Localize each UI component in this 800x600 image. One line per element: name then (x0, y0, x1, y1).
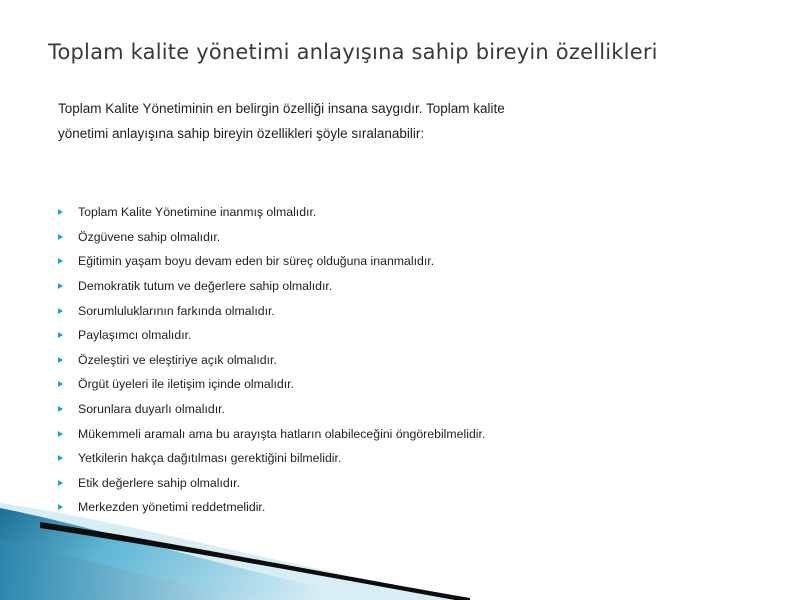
list-item-text: Eğitimin yaşam boyu devam eden bir süreç olduğuna inanmalıdır. (78, 254, 435, 269)
list-item-text: Demokratik tutum ve değerlere sahip olmalıdır. (78, 279, 333, 294)
list-item-text: Toplam Kalite Yönetimine inanmış olmalıdır. (78, 205, 317, 220)
list-item-text: Etik değerlere sahip olmalıdır. (78, 475, 240, 490)
list-item-text: Sorunlara duyarlı olmalıdır. (78, 402, 225, 417)
list-item-text: Özeleştiri ve eleştiriye açık olmalıdır. (78, 352, 277, 367)
list-item-text: Sorumluluklarının farkında olmalıdır. (78, 303, 275, 318)
slide-title: Toplam kalite yönetimi anlayışına sahip bireyin özellikleri (48, 40, 658, 64)
list-item-text: Örgüt üyeleri ile iletişim içinde olmalıdır. (78, 377, 294, 392)
list-item-text: Yetkilerin hakça dağıtılması gerektiğini bilmelidir. (78, 451, 342, 466)
list-item-text: Merkezden yönetimi reddetmelidir. (78, 500, 266, 515)
intro-line: yönetimi anlayışına sahip bireyin özellikleri şöyle sıralanabilir: (58, 126, 425, 141)
intro-line: Toplam Kalite Yönetiminin en belirgin özelliği insana saygıdır. Toplam kalite (58, 101, 505, 116)
list-item-text: Özgüvene sahip olmalıdır. (78, 229, 221, 244)
list-item-text: Mükemmeli aramalı ama bu arayışta hatların olabileceğini öngörebilmelidir. (78, 426, 486, 441)
list-item-text: Paylaşımcı olmalıdır. (78, 328, 192, 343)
